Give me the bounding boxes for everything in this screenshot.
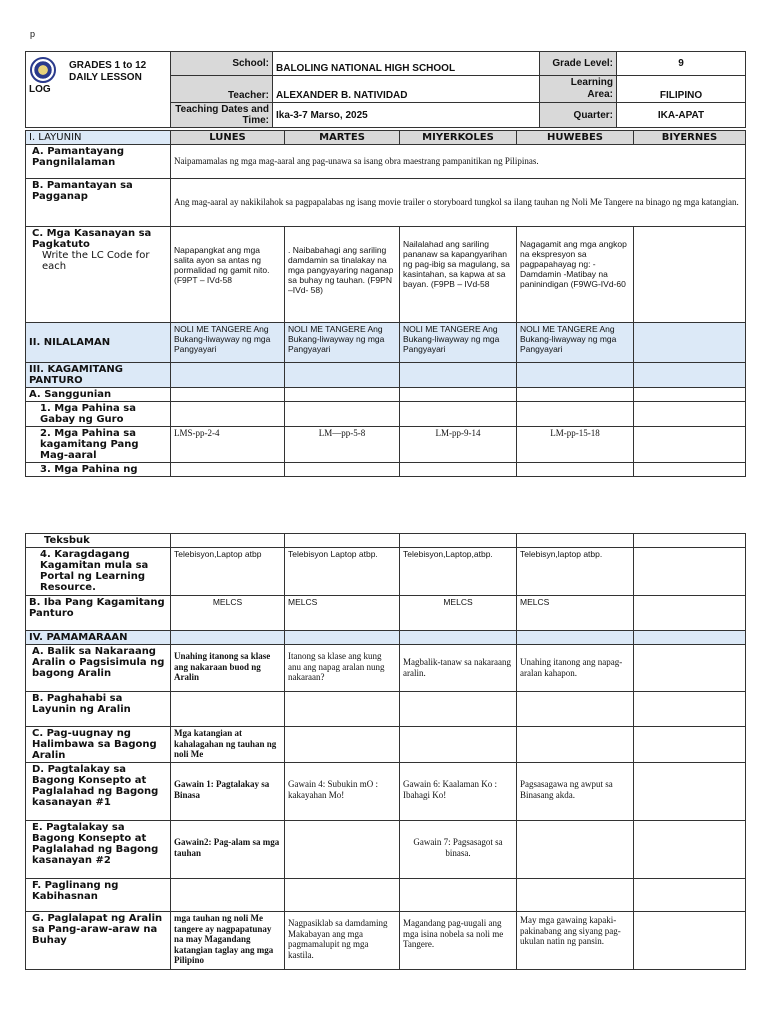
row-label: 3. Mga Pahina ng <box>26 463 171 477</box>
table-cell <box>634 821 746 879</box>
table-cell: Telebisyn,laptop atbp. <box>517 548 634 596</box>
table-cell: LM-pp-15-18 <box>517 427 634 463</box>
row-label: E. Pagtalakay sa Bagong Konsepto at Paglalahad ng Bagong kasanayan #2 <box>26 821 171 879</box>
lesson-table-part2 <box>25 533 746 970</box>
table-cell: Telebisyon,Laptop,atbp. <box>400 548 517 596</box>
table-cell: Nagpasiklab sa damdaming Makabayan ang mga pagmamalupit ng mga kastila. <box>285 912 400 970</box>
row-label: D. Pagtalakay sa Bagong Konsepto at Paglalahad ng Bagong kasanayan #1 <box>26 763 171 821</box>
table-cell: Gawain 4: Subukin mO : kakayahan Mo! <box>285 763 400 821</box>
table-cell <box>285 821 400 879</box>
table-cell: Napapangkat ang mga salita ayon sa antas ng pormalidad ng gamit nito. (F9PT – IVd-58 <box>171 227 285 323</box>
header-table <box>25 51 746 128</box>
quarter-label: Quarter: <box>540 103 617 128</box>
table-cell: Gawain 6: Kaalaman Ko : Ibahagi Ko! <box>400 763 517 821</box>
section-1-title: I. LAYUNIN <box>26 131 171 145</box>
table-cell: Unahing itanong ang napag-aralan kahapon. <box>517 645 634 692</box>
grade-label: Grade Level: <box>540 52 617 76</box>
table-cell: MELCS <box>285 596 400 631</box>
row-label-cell <box>26 227 171 323</box>
table-cell <box>400 727 517 763</box>
table-cell: May mga gawaing kapaki-pakinabang ang siyang pag-ukulan natin ng pansin. <box>517 912 634 970</box>
dll-title: GRADES 1 to 12 DAILY LESSON <box>69 60 147 83</box>
grade-value: 9 <box>617 52 746 76</box>
row-sublabel: Write the LC Code for each <box>42 250 150 272</box>
row-label: A. Pamantayang Pangnilalaman <box>26 145 171 179</box>
day-header: LUNES <box>171 131 285 145</box>
table-cell <box>634 912 746 970</box>
quarter-value: IKA-APAT <box>617 103 746 128</box>
table-cell <box>634 727 746 763</box>
table-cell: . Naibabahagi ang sariling damdamin sa tinalakay na mga pangyayaring naganap sa buhay ng tauhan. (F9PN –IVd- 58) <box>285 227 400 323</box>
table-cell <box>517 727 634 763</box>
table-cell: LM-pp-9-14 <box>400 427 517 463</box>
section-4-title: IV. PAMAMARAAN <box>26 631 171 645</box>
dll-title-cont: LOG <box>29 84 51 95</box>
table-cell: Itanong sa klase ang kung anu ang napag aralan nung nakaraan? <box>285 645 400 692</box>
table-cell: NOLI ME TANGERE Ang Bukang-liwayway ng mga Pangyayari <box>171 323 285 363</box>
table-cell <box>634 548 746 596</box>
table-cell: Magandang pag-uugali ang mga isina nobela sa noli me Tangere. <box>400 912 517 970</box>
row-label: B. Pamantayan sa Pagganap <box>26 179 171 227</box>
content-standard: Naipamamalas ng mga mag-aaral ang pag-unawa sa isang obra maestrang pampanitikan ng Pilipinas. <box>171 145 746 179</box>
table-cell: Unahing itanong sa klase ang nakaraan buod ng Aralin <box>171 645 285 692</box>
table-cell: NOLI ME TANGERE Ang Bukang-liwayway ng mga Pangyayari <box>285 323 400 363</box>
table-cell <box>634 763 746 821</box>
day-header: MIYERKOLES <box>400 131 517 145</box>
table-cell: NOLI ME TANGERE Ang Bukang-liwayway ng mga Pangyayari <box>517 323 634 363</box>
row-label: A. Balik sa Nakaraang Aralin o Pagsisimula ng bagong Aralin <box>26 645 171 692</box>
table-cell: Nailalahad ang sariling pananaw sa kapangyarihan ng pag-ibig sa magulang, sa kasintahan, sa kapwa at sa bayan. (F9PB – IVd-58 <box>400 227 517 323</box>
page-marker: p <box>30 29 36 39</box>
dates-value: Ika-3-7 Marso, 2025 <box>273 103 540 128</box>
table-cell: Gawain 7: Pagsasagot sa binasa. <box>400 821 517 879</box>
dll-title-cell <box>26 52 171 128</box>
table-cell: LMS-pp-2-4 <box>171 427 285 463</box>
table-cell: Telebisyon Laptop atbp. <box>285 548 400 596</box>
table-cell: Gawain2: Pag-alam sa mga tauhan <box>171 821 285 879</box>
row-label: A. Sanggunian <box>26 388 171 402</box>
row-label: B. Iba Pang Kagamitang Panturo <box>26 596 171 631</box>
dates-label: Teaching Dates and Time: <box>171 103 273 128</box>
table-cell <box>634 227 746 323</box>
table-cell <box>285 727 400 763</box>
table-cell <box>634 645 746 692</box>
school-value: BALOLING NATIONAL HIGH SCHOOL <box>273 52 540 76</box>
table-cell <box>517 821 634 879</box>
table-cell: MELCS <box>517 596 634 631</box>
section-2-title: II. NILALAMAN <box>26 323 171 363</box>
table-cell: Pagsasagawa ng awput sa Binasang akda. <box>517 763 634 821</box>
table-cell <box>634 596 746 631</box>
area-value: FILIPINO <box>617 76 746 103</box>
row-label: C. Pag-uugnay ng Halimbawa sa Bagong Aralin <box>26 727 171 763</box>
table-cell: NOLI ME TANGERE Ang Bukang-liwayway ng mga Pangyayari <box>400 323 517 363</box>
table-cell: Nagagamit ang mga angkop na ekspresyon sa pagpapahayag ng: - Damdamin -Matibay na paninindigan (F9WG-IVd-60 <box>517 227 634 323</box>
table-cell: MELCS <box>400 596 517 631</box>
row-label: B. Paghahabi sa Layunin ng Aralin <box>26 692 171 727</box>
row-label: 4. Karagdagang Kagamitan mula sa Portal ng Learning Resource. <box>26 548 171 596</box>
table-cell: Telebisyon,Laptop atbp <box>171 548 285 596</box>
row-label: F. Paglinang ng Kabihasnan <box>26 879 171 912</box>
day-header: HUWEBES <box>517 131 634 145</box>
day-header: BIYERNES <box>634 131 746 145</box>
section-3-title: III. KAGAMITANG PANTURO <box>26 363 171 388</box>
lesson-table-part1 <box>25 130 746 477</box>
table-cell <box>634 323 746 363</box>
row-label: C. Mga Kasanayan sa Pagkatuto <box>32 228 152 250</box>
table-cell: MELCS <box>171 596 285 631</box>
performance-standard: Ang mag-aaral ay nakikilahok sa pagpapalabas ng isang movie trailer o storyboard tungkol sa ilang tauhan ng Noli Me Tangere na binago ng mga katangian. <box>171 179 746 227</box>
row-label: 2. Mga Pahina sa kagamitang Pang Mag-aaral <box>26 427 171 463</box>
table-cell: LM—pp-5-8 <box>285 427 400 463</box>
table-cell: Mga katangian at kahalagahan ng tauhan ng noli Me <box>171 727 285 763</box>
teacher-label: Teacher: <box>171 76 273 103</box>
table-cell <box>634 427 746 463</box>
school-label: School: <box>171 52 273 76</box>
day-header: MARTES <box>285 131 400 145</box>
table-cell: Gawain 1: Pagtalakay sa Binasa <box>171 763 285 821</box>
table-cell: Magbalik-tanaw sa nakaraang aralin. <box>400 645 517 692</box>
deped-seal-icon <box>30 57 56 83</box>
row-label: G. Paglalapat ng Aralin sa Pang-araw-araw na Buhay <box>26 912 171 970</box>
area-label: Learning Area: <box>540 76 617 103</box>
teacher-value: ALEXANDER B. NATIVIDAD <box>273 76 540 103</box>
row-label: Teksbuk <box>26 534 171 548</box>
row-label: 1. Mga Pahina sa Gabay ng Guro <box>26 402 171 427</box>
table-cell: mga tauhan ng noli Me tangere ay nagpapatunay na may Magandang katangian taglay ang mga Pilipino <box>171 912 285 970</box>
